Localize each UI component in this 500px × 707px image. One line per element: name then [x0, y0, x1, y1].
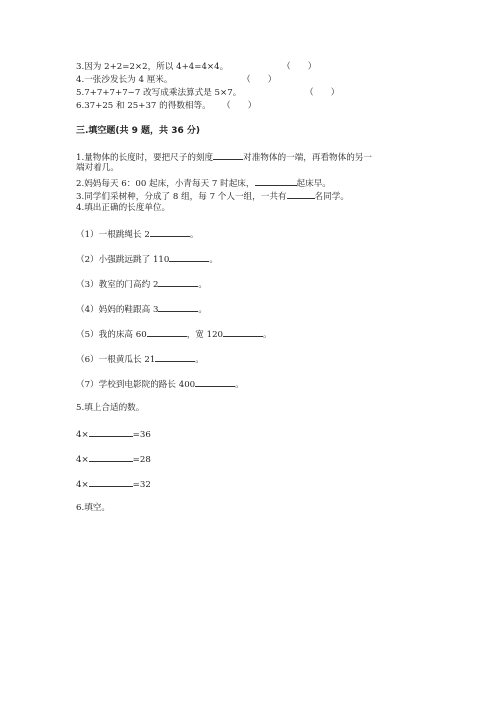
judge-q6-answer[interactable]: （ ）: [222, 101, 257, 111]
unit-item-2-end: 。: [209, 255, 218, 265]
unit-item-3-text: （3）教室的门高约 2: [76, 280, 159, 290]
unit-item-4-text: （4）妈妈的鞋跟高 3: [76, 305, 159, 315]
unit-item-2-text: （2）小强跳远跳了 110: [76, 255, 170, 265]
fill-q5: 5.填上合适的数。: [76, 403, 145, 413]
fill-q2-text-a: 2.妈妈每天 6：00 起床，小青每天 7 时起床，: [76, 179, 255, 189]
fill-q6: 6.填空。: [76, 503, 110, 513]
unit-item-7-text: （7）学校到电影院的路长 400: [76, 380, 196, 390]
unit-item-2-blank[interactable]: [169, 252, 209, 262]
fill-q2-text-b: 起床早。: [296, 179, 331, 189]
unit-item-4-end: 。: [198, 305, 208, 315]
mult-item-1: [76, 427, 151, 441]
judge-q5-text: 5.7+7+7+7−7 改写成乘法算式是 5×7。: [76, 88, 242, 98]
fill-q1: [76, 150, 372, 164]
fill-q2-blank[interactable]: [255, 176, 297, 186]
unit-item-5: [76, 327, 272, 341]
mult-item-1-blank[interactable]: [89, 427, 133, 437]
judge-q4-answer[interactable]: （ ）: [242, 75, 277, 85]
unit-item-6-blank[interactable]: [155, 352, 195, 362]
unit-item-5-blank-a[interactable]: [147, 327, 187, 337]
unit-item-6-end: 。: [195, 355, 204, 365]
judge-q4-text: 4.一张沙发长为 4 厘米。: [76, 75, 173, 85]
fill-q3: [76, 189, 349, 203]
unit-item-1: [76, 227, 198, 241]
judge-q5: [76, 87, 241, 99]
unit-item-7-blank[interactable]: [195, 377, 235, 387]
fill-q2: [76, 176, 331, 190]
fill-q3-text-a: 3.同学们采树种，分成了 8 组，每 7 个人一组，一共有: [76, 192, 287, 202]
mult-item-2-post: =28: [132, 455, 151, 465]
unit-item-4: [76, 302, 207, 316]
unit-item-1-blank[interactable]: [150, 227, 190, 237]
judge-q3-text: 3.因为 2+2=2×2，所以 4+4=4×4。: [76, 62, 229, 72]
mult-item-2: [76, 452, 151, 466]
mult-item-3: [76, 477, 151, 491]
unit-item-3-end: 。: [198, 280, 208, 290]
fill-q1-text-b: 对准物体的一端，再看物体的另一: [243, 153, 373, 163]
section3-heading: 三.填空题(共 9 题，共 36 分): [76, 126, 200, 136]
mult-item-2-blank[interactable]: [89, 452, 133, 462]
unit-item-6: [76, 352, 204, 366]
unit-item-5-end: 。: [263, 330, 272, 340]
mult-item-1-pre: 4×: [76, 430, 89, 440]
mult-item-2-pre: 4×: [76, 455, 89, 465]
judge-q5-answer[interactable]: （ ）: [305, 88, 340, 98]
fill-q3-text-b: 名同学。: [314, 192, 349, 202]
unit-item-1-text: （1）一根跳绳长 2: [76, 230, 150, 240]
fill-q1-blank[interactable]: [213, 150, 243, 160]
fill-q1-cont: 端对着几。: [76, 163, 119, 173]
unit-item-6-text: （6）一根黄瓜长 21: [76, 355, 156, 365]
fill-q3-blank[interactable]: [287, 189, 315, 199]
unit-item-4-blank[interactable]: [158, 302, 198, 312]
judge-q3: [76, 61, 228, 73]
unit-item-1-end: 。: [189, 230, 199, 240]
judge-q3-answer[interactable]: （ ）: [282, 62, 317, 72]
unit-item-3-blank[interactable]: [158, 277, 198, 287]
fill-q4: 4.填出正确的长度单位。: [76, 203, 171, 213]
judge-q6: [76, 100, 211, 112]
judge-q6-text: 6.37+25 和 25+37 的得数相等。: [76, 101, 211, 111]
unit-item-7: [76, 377, 244, 391]
judge-q4: [76, 74, 172, 86]
mult-item-3-pre: 4×: [76, 480, 89, 490]
unit-item-7-end: 。: [235, 380, 244, 390]
mult-item-1-post: =36: [132, 430, 151, 440]
mult-item-3-blank[interactable]: [89, 477, 133, 487]
unit-item-5-mid: ，宽 120: [186, 330, 224, 340]
mult-item-3-post: =32: [132, 480, 151, 490]
fill-q1-text-a: 1.量物体的长度时，要把尺子的刻度: [76, 153, 214, 163]
unit-item-2: [76, 252, 218, 266]
unit-item-5-blank-b[interactable]: [223, 327, 263, 337]
unit-item-3: [76, 277, 207, 291]
unit-item-5-text: （5）我的床高 60: [76, 330, 147, 340]
